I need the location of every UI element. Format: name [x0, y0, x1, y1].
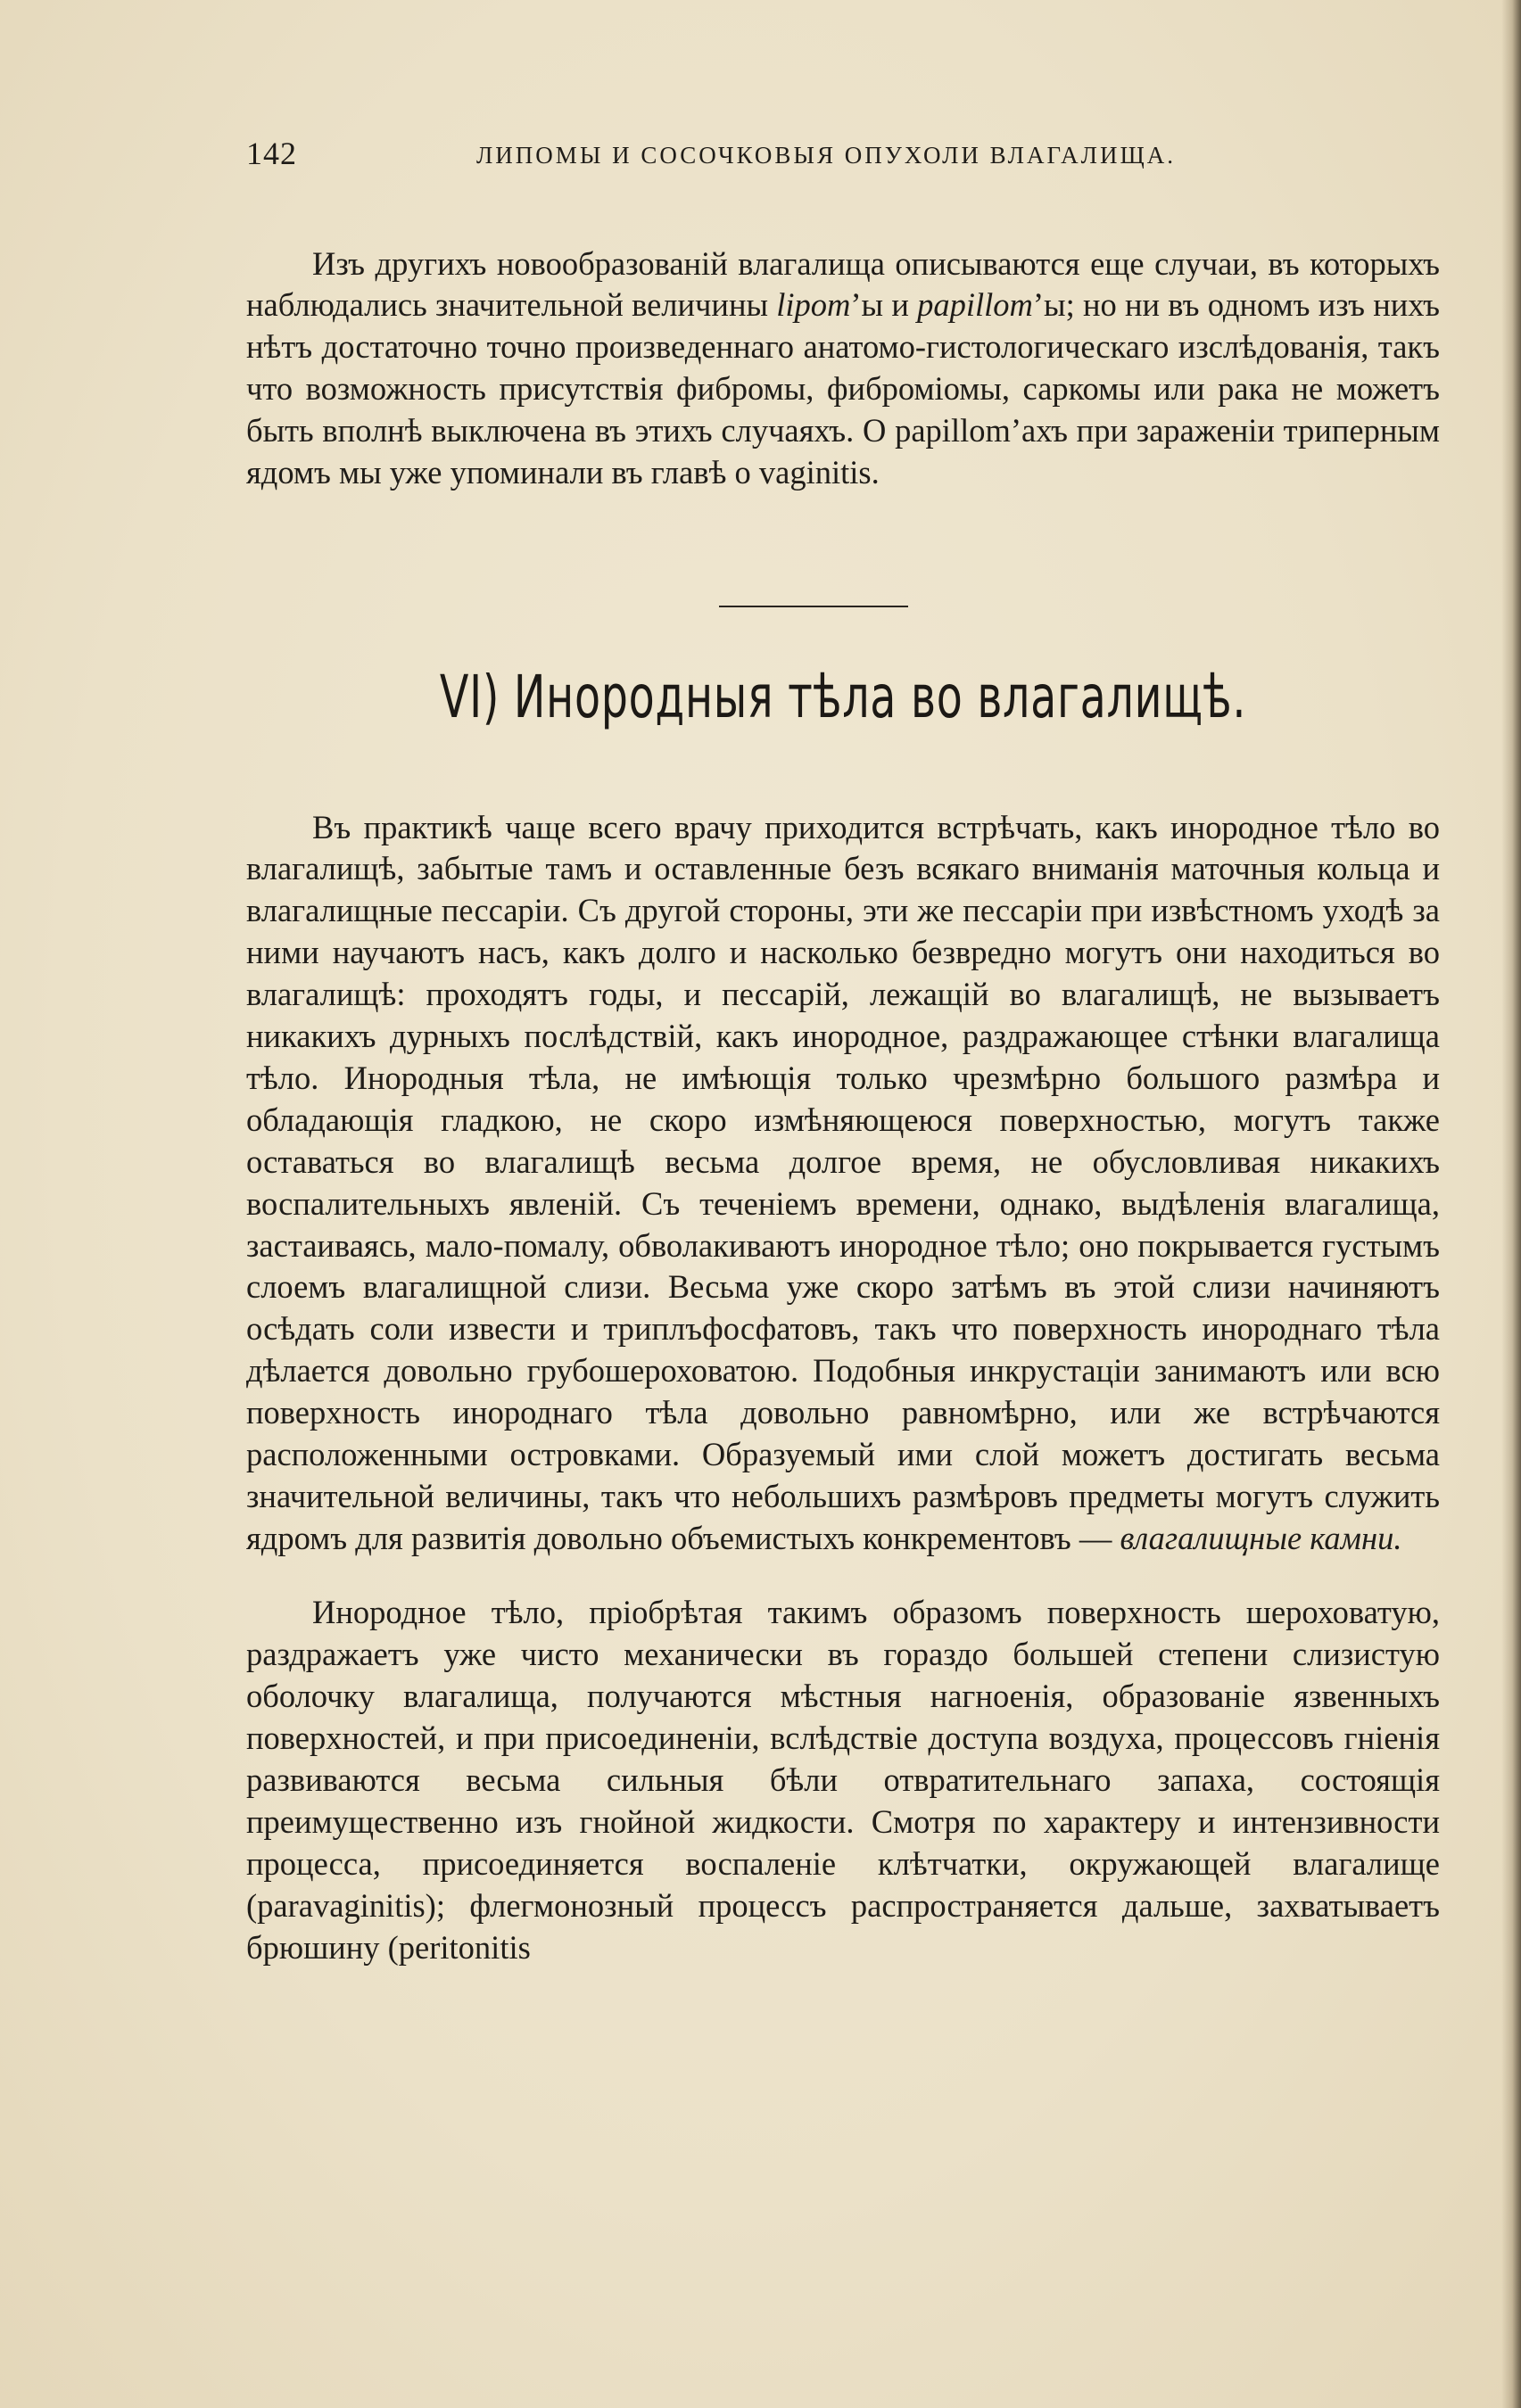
body-text-part: Въ практикѣ чаще всего врачу приходится встрѣчать, какъ инородное тѣло во влагалищѣ, забытые тамъ и оставленные безъ всякаго вниманія маточныя кольца и влагалищные пессаріи. Съ другой стороны, эти же пессаріи при извѣстномъ уходѣ за ними научаютъ насъ, какъ долго и насколько безвредно могутъ они находиться во влагалищѣ: проходятъ годы, и пессарій, лежащій во влагалищѣ, не вызываетъ никакихъ дурныхъ послѣдствій, какъ инородное, раздражающее стѣнки влагалища тѣло. Инородныя тѣла, не имѣющія только чрезмѣрно большого размѣра и обладающія гладкою, не скоро измѣняющеюся поверхностью, могутъ также оставаться во влагалищѣ весьма долгое время, не обусловливая никакихъ воспалительныхъ явленій. Съ теченіемъ времени, однако, выдѣленія влагалища, застаиваясь, мало-помалу, обволакиваютъ инородное тѣло; оно покрывается густымъ слоемъ влагалищной слизи. Весьма уже скоро затѣмъ въ этой слизи начиняютъ осѣдать соли извести и триплъфосфатовъ, такъ что поверхность инороднаго тѣла дѣлается довольно грубошероховатою. Подобныя инкрустаціи занимаютъ или всю поверхность инороднаго тѣла довольно равномѣрно, или же встрѣчаются расположенными островками. Образуемый ими слой можетъ достигать весьма значительной величины, такъ что небольшихъ размѣровъ предметы могутъ служить ядромъ для развитія довольно объемистыхъ конкрементовъ — [246, 808, 1440, 1556]
intro-paragraph [246, 243, 1440, 494]
intro-text-part: ’ы; но ни въ одномъ изъ нихъ нѣтъ достаточно точно произведеннаго анатомо-гистологическаго изслѣдованія, такъ что возможность присутствія фибромы, фиброміомы, саркомы или рака не можетъ быть вполнѣ выключена въ этихъ случаяхъ. О papillom’ахъ при зараженіи триперным ядомъ мы уже упоминали въ главѣ о vaginitis. [246, 286, 1440, 491]
term-lipom: lipom [776, 286, 851, 324]
intro-text-part: Изъ другихъ новообразованій влагалища описываются еще случаи, въ которыхъ наблюдались значительной величины [246, 244, 1440, 324]
body-paragraph-1 [246, 807, 1440, 1560]
running-head: ЛИПОМЫ И СОСОЧКОВЫЯ ОПУХОЛИ ВЛАГАЛИЩА. [476, 142, 1176, 169]
intro-text-block [246, 210, 1440, 526]
page-number: 142 [246, 136, 297, 171]
section-body [246, 774, 1440, 2001]
page-header [246, 134, 1263, 177]
section-heading: VI) Инородныя тѣла во влагалищѣ. [439, 663, 1247, 731]
page-edge-shadow [1501, 0, 1521, 2408]
section-divider [719, 606, 908, 607]
term-vaginal-stones: влагалищные камни. [1120, 1519, 1402, 1556]
body-paragraph-2: Инородное тѣло, пріобрѣтая такимъ образомъ поверхность шероховатую, раздражаетъ уже чисто механически въ гораздо большей степени слизистую оболочку влагалища, получаются мѣстныя нагноенія, образованіе язвенныхъ поверхностей, и при присоединеніи, вслѣдствіе доступа воздуха, процессовъ гніенія развиваются весьма сильныя бѣли отвратительнаго запаха, состоящія преимущественно изъ гнойной жидкости. Смотря по характеру и интензивности процесса, присоединяется воспаленіе клѣтчатки, окружающей влагалище (paravaginitis); флегмонозный процессъ распространяется дальше, захватываетъ брюшину (peritonitis [246, 1594, 1440, 1966]
term-papillom: papillom [917, 286, 1033, 324]
intro-text-part: ’ы и [850, 286, 918, 324]
